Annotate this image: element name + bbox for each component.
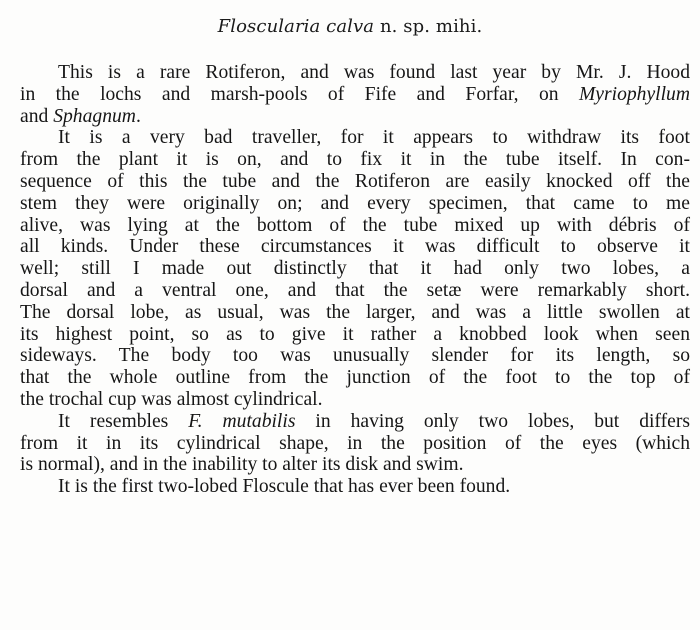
text-span: in having only two lobes, but differs <box>295 410 690 432</box>
italic-taxon-name: Sphagnum <box>53 105 136 127</box>
text-line: from the plant it is on, and to fix it in the tube itself. In con- <box>20 149 690 171</box>
title-suffix: n. sp. mihi. <box>379 16 483 37</box>
title-species-name: Floscularia calva <box>217 16 375 37</box>
text-line: It is the first two-lobed Floscule that has ever been found. <box>58 476 511 498</box>
text-line: the trochal cup was almost cylindrical. <box>20 388 323 410</box>
text-line <box>20 411 690 433</box>
text-span: It resembles <box>58 410 189 432</box>
text-line: its highest point, so as to give it rather a knobbed look when seen <box>20 323 690 345</box>
text-line: alive, was lying at the bottom of the tube mixed up with débris of <box>20 214 690 236</box>
text-line: that the whole outline from the junction of the foot to the top of <box>20 367 690 389</box>
text-line: dorsal and a ventral one, and that the setæ were remarkably short. <box>20 279 690 301</box>
text-span: and <box>20 105 54 127</box>
text-span: This is a rare Rotiferon, and was found last year by Mr. J. Hood <box>58 62 690 83</box>
text-line: well; still I made out distinctly that it had only two lobes, a <box>20 258 690 280</box>
text-line <box>20 106 690 128</box>
page-title <box>0 16 700 37</box>
text-line: is normal), and in the inability to alter its disk and swim. <box>20 454 464 476</box>
article-body <box>20 62 690 498</box>
text-line: sequence of this the tube and the Rotiferon are easily knocked off the <box>20 170 690 192</box>
text-line: all kinds. Under these circumstances it was difficult to observe it <box>20 236 690 258</box>
italic-taxon-name: Myriophyllum <box>578 83 690 105</box>
text-line: stem they were originally on; and every specimen, that came to me <box>20 192 690 214</box>
text-span: . <box>135 105 141 127</box>
text-line: from it in its cylindrical shape, in the position of the eyes (which <box>20 432 690 454</box>
text-line: sideways. The body too was unusually slender for its length, so <box>20 345 690 367</box>
text-line <box>20 62 690 84</box>
italic-taxon-name: F. mutabilis <box>188 410 296 432</box>
text-span: in the lochs and marsh-pools of Fife and Forfar, on <box>20 83 579 105</box>
text-line: It is a very bad traveller, for it appears to withdraw its foot <box>58 127 690 149</box>
text-line <box>20 84 690 106</box>
paragraph-3 <box>20 411 690 476</box>
text-line: The dorsal lobe, as usual, was the larger, and was a little swollen at <box>20 301 690 323</box>
paragraph-2 <box>20 127 690 410</box>
paragraph-4 <box>20 476 690 498</box>
paragraph-1 <box>20 62 690 127</box>
